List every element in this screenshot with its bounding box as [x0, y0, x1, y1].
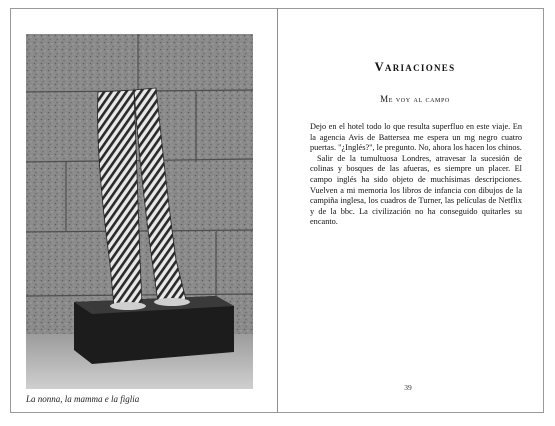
- chapter-title: Variaciones: [374, 60, 456, 74]
- paragraph: Salir de la tumultuosa Londres, atravesar la sucesión de colinas y bosques de las afueras, es siempre un placer. El campo inglés ha sido objeto de muchísimas descripciones. Vuelven a mi memoria los libros de infancia con dibujos de la campiña inglesa, los cuadros de Turner, las películas de Netflix y de la bbc. La civilización no ha conseguido quitarles su encanto.: [310, 153, 522, 227]
- chapter-subtitle: Me voy al campo: [380, 94, 450, 104]
- photo-caption: La nonna, la mamma e la figlia: [26, 394, 140, 404]
- boot-photo: [26, 34, 253, 389]
- page-gutter: [277, 8, 278, 413]
- paragraph: Dejo en el hotel todo lo que resulta superfluo en este viaje. En la agencia Avis de Battersea me espera un mg negro cuatro puertas. "¿Inglés?", le pregunto. No, ahora los hacen los chinos.: [310, 122, 522, 153]
- page-number: 39: [404, 383, 412, 392]
- body-text: [310, 122, 522, 228]
